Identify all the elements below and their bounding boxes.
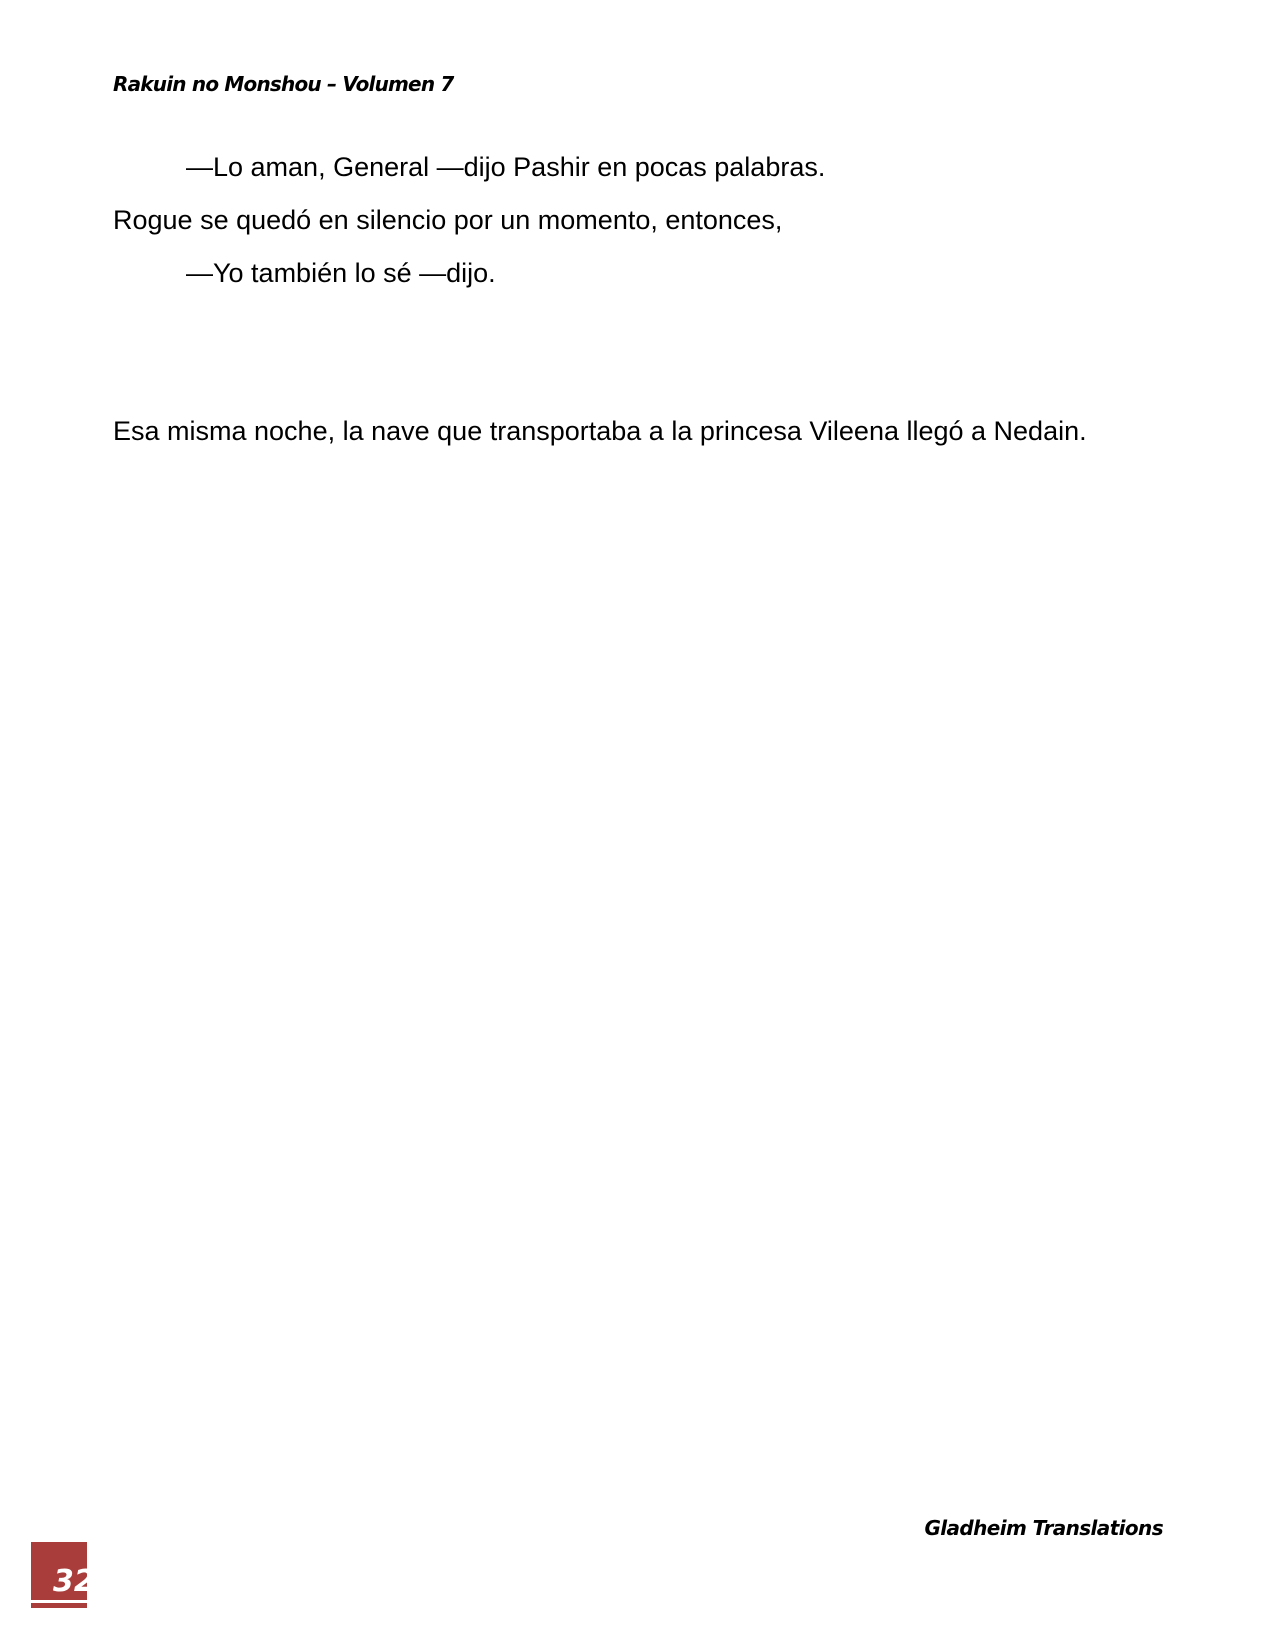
page-number: 32 — [53, 1564, 95, 1599]
page-number-underline — [31, 1600, 87, 1603]
paragraph-dialogue-2: —Yo también lo sé —dijo. — [186, 258, 496, 288]
page-number-badge — [31, 1542, 95, 1608]
paragraph-narration-1: Rogue se quedó en silencio por un momento, entonces, — [113, 205, 783, 235]
paragraph-dialogue-1: —Lo aman, General —dijo Pashir en pocas palabras. — [186, 152, 826, 182]
footer-credit: Gladheim Translations — [924, 1516, 1163, 1540]
paragraph-narration-2: Esa misma noche, la nave que transportaba a la princesa Vileena llegó a Nedain. — [113, 416, 1087, 446]
running-header: Rakuin no Monshou – Volumen 7 — [113, 72, 454, 96]
